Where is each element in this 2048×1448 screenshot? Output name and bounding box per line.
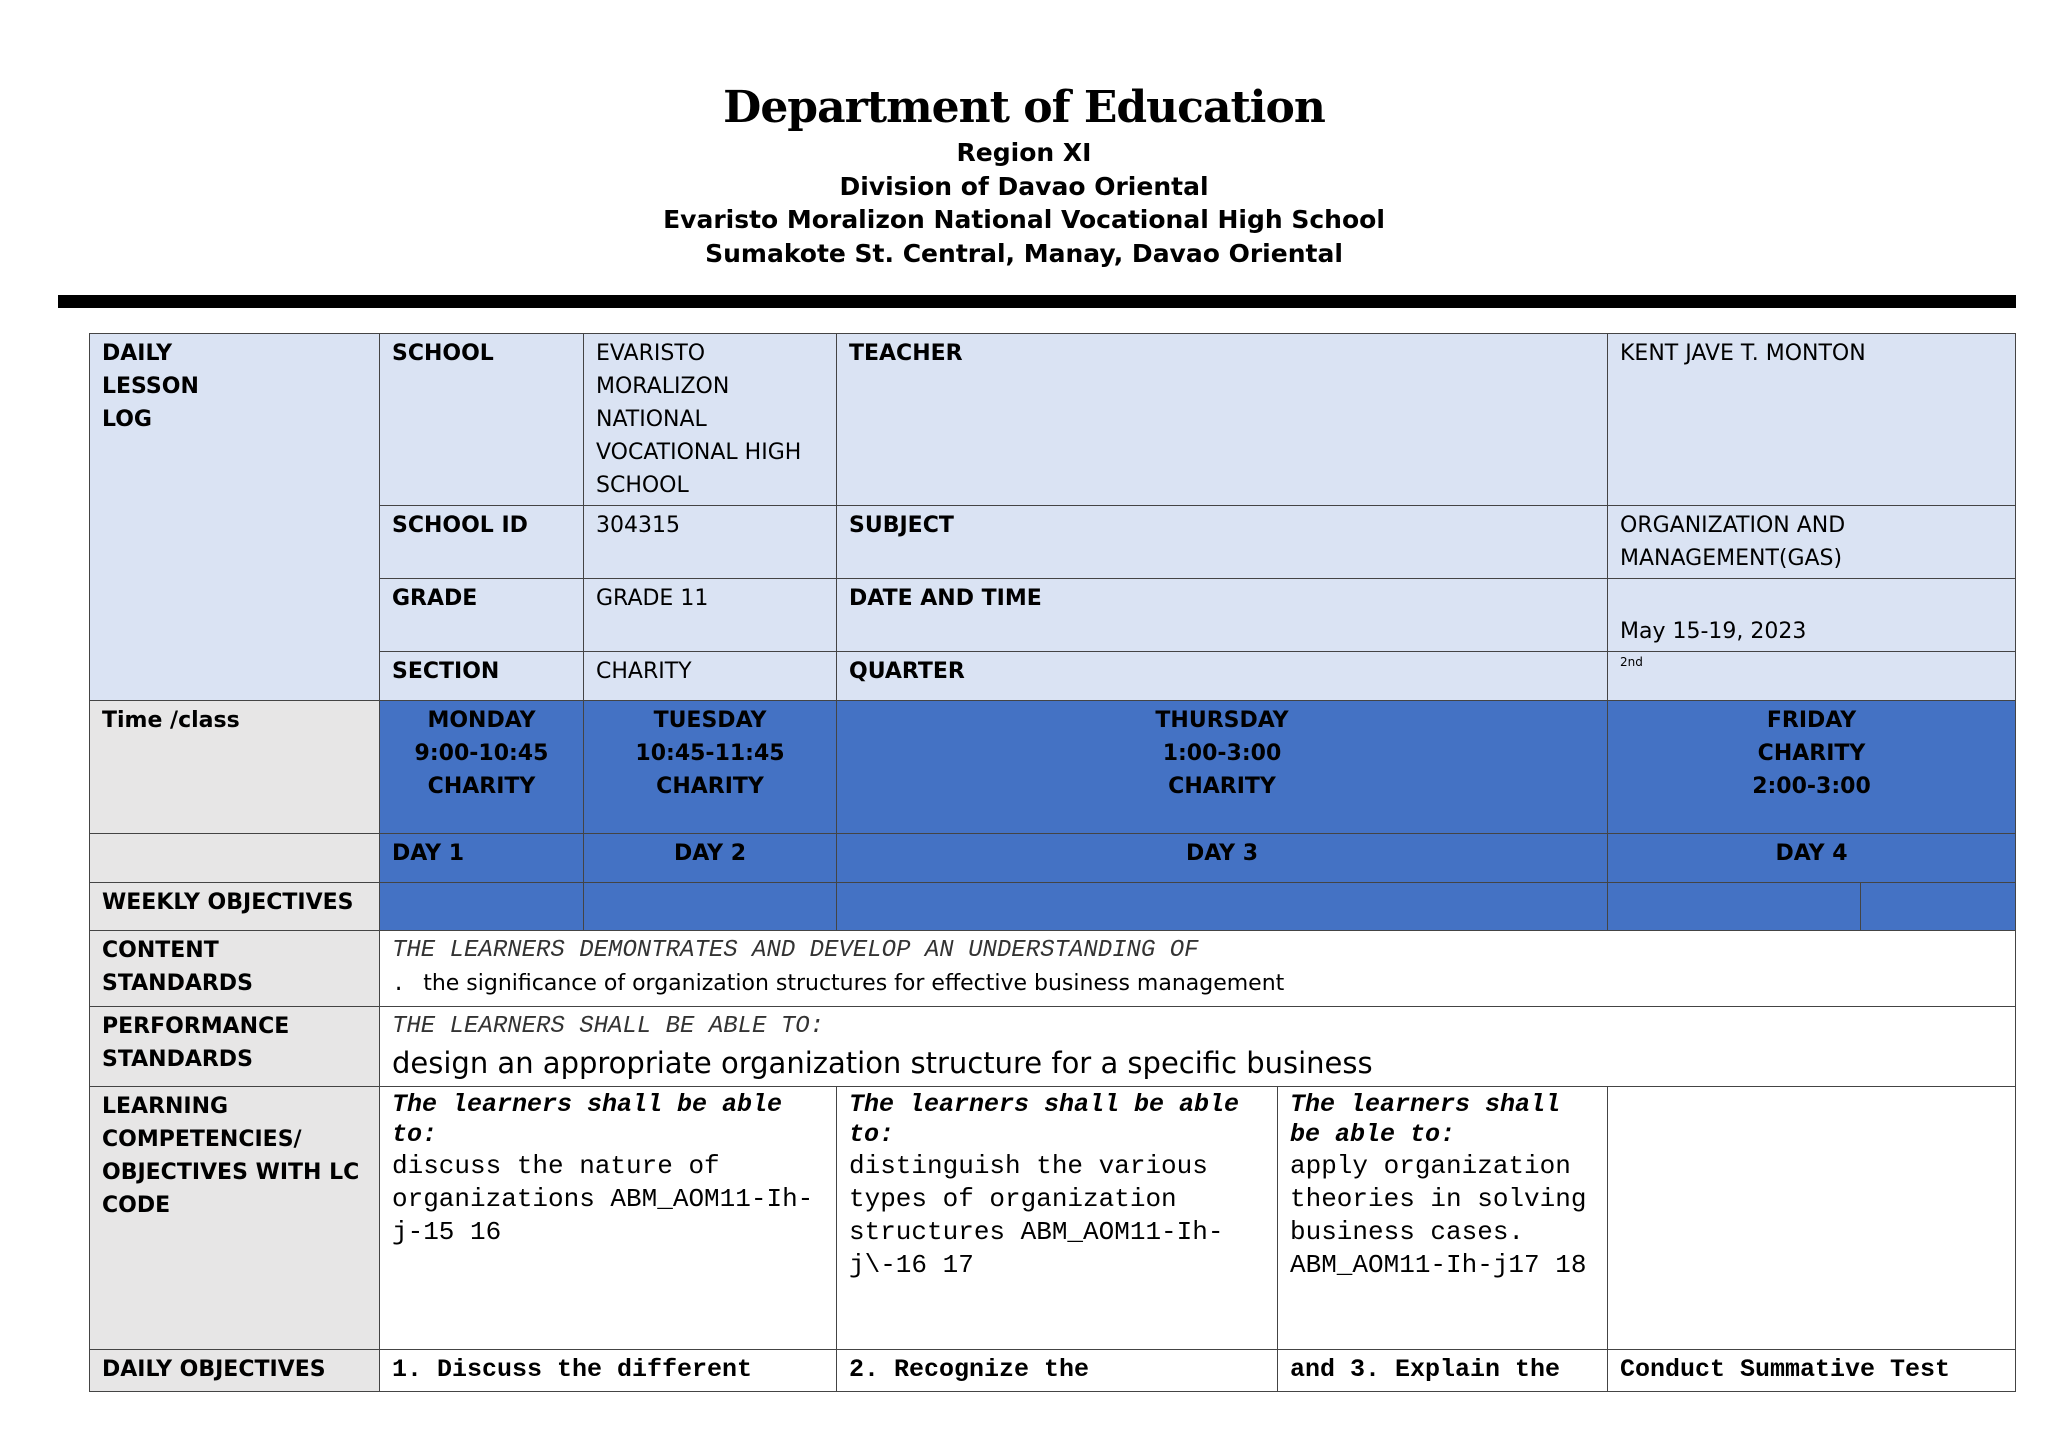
day-1-label: DAY 1 [380,834,584,883]
day-name: MONDAY [427,708,536,733]
department-title: Department of Education [723,82,1325,133]
day-number-row [90,834,2016,883]
grade-value: GRADE 11 [584,579,837,652]
performance-standards-text: design an appropriate organization structure for a specific business [392,1046,1373,1080]
dll-title-line: LOG [102,407,152,432]
competency-cell-3 [1278,1087,1608,1350]
learning-competencies-row [90,1087,2016,1350]
day-name: TUESDAY [653,708,767,733]
document-header [0,80,2048,270]
monday-cell [380,701,584,834]
weekly-objective-cell [584,883,837,931]
teacher-label: TEACHER [837,334,1608,506]
bullet: . [392,972,406,997]
dll-title-line: DAILY [102,341,172,366]
empty-label-cell [90,834,380,883]
subject-label: SUBJECT [837,506,1608,579]
content-standards-line [392,967,2003,1001]
dll-title-cell [90,334,380,701]
performance-standards-label: PERFORMANCE STANDARDS [90,1007,380,1087]
weekly-objectives-label: WEEKLY OBJECTIVES [90,883,380,931]
day-section: CHARITY [1757,741,1866,766]
thursday-cell [837,701,1608,834]
learning-competencies-label: LEARNING COMPETENCIES/ OBJECTIVES WITH LC CODE [90,1087,380,1350]
day-4-label: DAY 4 [1608,834,2016,883]
dll-title-line: LESSON [102,374,199,399]
day-section: CHARITY [656,774,764,799]
date-time-cell [1608,579,2016,652]
competency-cell-2 [837,1087,1278,1350]
section-label: SECTION [380,652,584,701]
day-time: 9:00-10:45 [414,741,549,766]
daily-objective-1: 1. Discuss the different [380,1350,837,1392]
daily-objective-3: and 3. Explain the [1278,1350,1608,1392]
weekly-objective-cell [837,883,1608,931]
schedule-row [90,701,2016,834]
subject-value: ORGANIZATION AND MANAGEMENT(GAS) [1608,506,2016,579]
competency-heading: The learners shall be able to: [849,1090,1240,1149]
day-3-label: DAY 3 [837,834,1608,883]
friday-cell [1608,701,2016,834]
weekly-objective-cell [1861,883,2016,931]
tuesday-cell [584,701,837,834]
school-label: SCHOOL [380,334,584,506]
performance-standards-cell [380,1007,2016,1087]
school-line: Evaristo Moralizon National Vocational High School [663,205,1385,234]
competency-text: distinguish the various types of organization structures ABM_AOM11-Ih-j\-16 17 [849,1151,1224,1280]
daily-objective-2: 2. Recognize the [837,1350,1278,1392]
day-2-label: DAY 2 [584,834,837,883]
school-value: EVARISTO MORALIZON NATIONAL VOCATIONAL HIGH SCHOOL [584,334,837,506]
day-section: CHARITY [1168,774,1276,799]
competency-text: discuss the nature of organizations ABM_AOM11-Ih-j-15 16 [392,1151,814,1247]
time-class-label: Time /class [90,701,380,834]
competency-cell-1 [380,1087,837,1350]
quarter-value: 2nd [1620,655,1643,669]
competency-cell-4 [1608,1087,2016,1350]
division-line: Division of Davao Oriental [839,171,1209,201]
performance-standards-heading: THE LEARNERS SHALL BE ABLE TO: [392,1013,825,1040]
quarter-label: QUARTER [837,652,1608,701]
region-line: Region XI [956,138,1092,167]
competency-heading: The learners shall be able to: [392,1090,783,1149]
weekly-objective-cell [380,883,584,931]
section-value: CHARITY [584,652,837,701]
daily-objective-4: Conduct Summative Test [1608,1350,2016,1392]
school-id-label: SCHOOL ID [380,506,584,579]
date-time-label: DATE AND TIME [837,579,1608,652]
day-time: 10:45-11:45 [635,741,785,766]
quarter-cell [1608,652,2016,701]
competency-heading: The learners shall be able to: [1290,1090,1561,1149]
date-time-value: May 15-19, 2023 [1620,619,1807,644]
content-standards-row [90,931,2016,1007]
teacher-value: KENT JAVE T. MONTON [1608,334,2016,506]
grade-label: GRADE [380,579,584,652]
performance-standards-row [90,1007,2016,1087]
weekly-objectives-row [90,883,2016,931]
day-time: 2:00-3:00 [1752,774,1871,799]
content-standards-heading: THE LEARNERS DEMONTRATES AND DEVELOP AN UNDERSTANDING OF [392,937,1199,964]
content-standards-cell [380,931,2016,1007]
weekly-objective-cell [1608,883,1861,931]
info-row-school [90,334,2016,506]
competency-text: apply organization theories in solving business cases. ABM_AOM11-Ih-j17 18 [1290,1151,1587,1280]
daily-lesson-log-table [89,333,2016,1392]
daily-objectives-row [90,1350,2016,1392]
address-line: Sumakote St. Central, Manay, Davao Oriental [705,238,1343,268]
day-time: 1:00-3:00 [1162,741,1282,766]
day-section: CHARITY [427,774,536,799]
content-standards-label: CONTENT STANDARDS [90,931,380,1007]
content-standards-text: the significance of organization structures for effective business management [423,971,1285,996]
header-divider [58,295,2016,308]
daily-objectives-label: DAILY OBJECTIVES [90,1350,380,1392]
school-id-value: 304315 [584,506,837,579]
day-name: FRIDAY [1766,708,1857,733]
day-name: THURSDAY [1155,708,1289,733]
